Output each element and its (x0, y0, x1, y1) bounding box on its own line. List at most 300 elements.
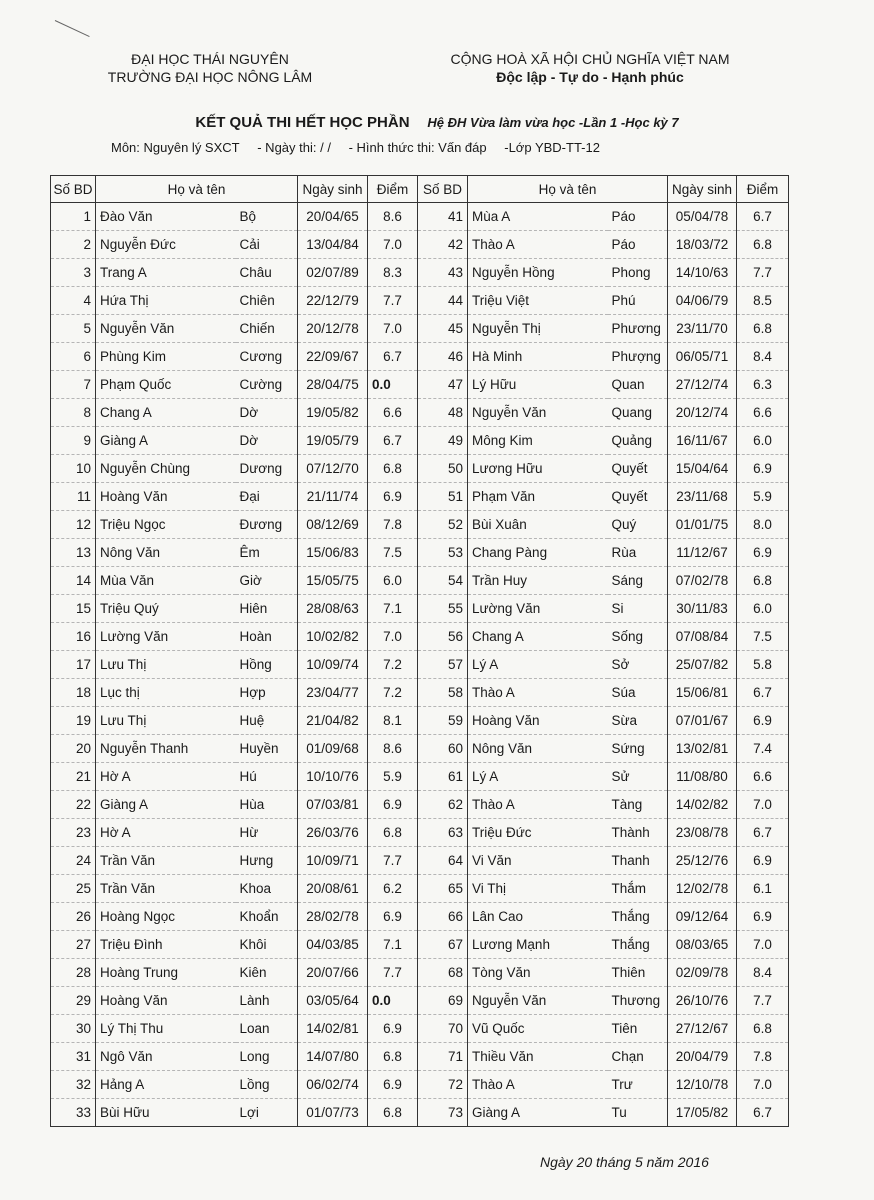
cell-ten-left: Hừ (236, 819, 298, 847)
cell-ngay-sinh-right: 15/04/64 (668, 455, 737, 483)
cell-ten-left: Khoẩn (236, 903, 298, 931)
cell-diem-left: 6.6 (368, 399, 418, 427)
cell-ten-right: Rùa (608, 539, 668, 567)
cell-ho-dem-right: Vi Văn (468, 847, 608, 875)
cell-diem-right: 6.8 (737, 231, 789, 259)
cell-ho-dem-left: Lý Thị Thu (96, 1015, 236, 1043)
cell-diem-right: 7.0 (737, 931, 789, 959)
cell-diem-right: 6.7 (737, 1099, 789, 1127)
header-so-bd-right: Số BD (418, 176, 468, 203)
cell-ten-left: Chiến (236, 315, 298, 343)
cell-ten-right: Páo (608, 203, 668, 231)
cell-ho-dem-right: Lý A (468, 763, 608, 791)
cell-ten-right: Tu (608, 1099, 668, 1127)
cell-ho-dem-right: Triệu Việt (468, 287, 608, 315)
footer-date: Ngày 20 tháng 5 năm 2016 (540, 1154, 709, 1170)
cell-ho-dem-left: Nguyễn Chùng (96, 455, 236, 483)
cell-ten-right: Thiên (608, 959, 668, 987)
cell-ten-right: Thương (608, 987, 668, 1015)
cell-so-bd-right: 66 (418, 903, 468, 931)
cell-diem-left: 8.1 (368, 707, 418, 735)
cell-ngay-sinh-right: 27/12/74 (668, 371, 737, 399)
cell-ho-dem-right: Nguyễn Văn (468, 987, 608, 1015)
cell-diem-right: 6.8 (737, 1015, 789, 1043)
table-row (51, 315, 789, 343)
cell-diem-right: 6.0 (737, 427, 789, 455)
cell-ten-left: Huệ (236, 707, 298, 735)
cell-ho-dem-left: Lưu Thị (96, 651, 236, 679)
cell-ten-right: Chạn (608, 1043, 668, 1071)
cell-so-bd-left: 19 (51, 707, 96, 735)
cell-so-bd-right: 49 (418, 427, 468, 455)
cell-diem-right: 5.8 (737, 651, 789, 679)
cell-so-bd-left: 14 (51, 567, 96, 595)
cell-diem-left: 6.8 (368, 819, 418, 847)
cell-so-bd-left: 11 (51, 483, 96, 511)
cell-ten-left: Khoa (236, 875, 298, 903)
cell-ngay-sinh-right: 23/11/68 (668, 483, 737, 511)
cell-ten-left: Đại (236, 483, 298, 511)
cell-ho-dem-right: Trần Huy (468, 567, 608, 595)
cell-ten-left: Bộ (236, 203, 298, 231)
cell-ho-dem-left: Giàng A (96, 791, 236, 819)
cell-ngay-sinh-right: 04/06/79 (668, 287, 737, 315)
cell-ngay-sinh-left: 10/09/74 (298, 651, 368, 679)
cell-ho-dem-left: Lường Văn (96, 623, 236, 651)
cell-diem-left: 0.0 (368, 987, 418, 1015)
cell-ten-right: Quyết (608, 455, 668, 483)
table-body (51, 203, 789, 1127)
cell-ten-left: Giờ (236, 567, 298, 595)
cell-so-bd-left: 2 (51, 231, 96, 259)
cell-ngay-sinh-right: 07/02/78 (668, 567, 737, 595)
cell-ngay-sinh-left: 20/12/78 (298, 315, 368, 343)
cell-ten-left: Êm (236, 539, 298, 567)
cell-so-bd-right: 46 (418, 343, 468, 371)
cell-so-bd-right: 51 (418, 483, 468, 511)
cell-diem-left: 6.8 (368, 455, 418, 483)
cell-so-bd-right: 61 (418, 763, 468, 791)
cell-so-bd-left: 30 (51, 1015, 96, 1043)
cell-so-bd-left: 33 (51, 1099, 96, 1127)
cell-diem-right: 6.0 (737, 595, 789, 623)
cell-so-bd-right: 48 (418, 399, 468, 427)
cell-ho-dem-left: Giàng A (96, 427, 236, 455)
exam-meta (111, 140, 614, 155)
cell-so-bd-right: 68 (418, 959, 468, 987)
cell-so-bd-right: 43 (418, 259, 468, 287)
cell-diem-right: 8.0 (737, 511, 789, 539)
cell-ho-dem-right: Nguyễn Thị (468, 315, 608, 343)
cell-ten-right: Sở (608, 651, 668, 679)
cell-ho-dem-right: Lân Cao (468, 903, 608, 931)
cell-ngay-sinh-left: 26/03/76 (298, 819, 368, 847)
cell-diem-right: 6.9 (737, 903, 789, 931)
table-row (51, 651, 789, 679)
cell-so-bd-right: 47 (418, 371, 468, 399)
cell-ho-dem-right: Tòng Văn (468, 959, 608, 987)
cell-ten-right: Páo (608, 231, 668, 259)
cell-ngay-sinh-right: 02/09/78 (668, 959, 737, 987)
cell-ho-dem-left: Nguyễn Thanh (96, 735, 236, 763)
cell-ngay-sinh-left: 02/07/89 (298, 259, 368, 287)
cell-so-bd-left: 18 (51, 679, 96, 707)
cell-ho-dem-left: Trần Văn (96, 847, 236, 875)
cell-ten-right: Quảng (608, 427, 668, 455)
cell-diem-right: 6.9 (737, 707, 789, 735)
table-row (51, 1015, 789, 1043)
cell-ngay-sinh-right: 13/02/81 (668, 735, 737, 763)
cell-ho-dem-left: Nguyễn Đức (96, 231, 236, 259)
cell-ngay-sinh-right: 05/04/78 (668, 203, 737, 231)
cell-ngay-sinh-left: 03/05/64 (298, 987, 368, 1015)
cell-so-bd-right: 57 (418, 651, 468, 679)
cell-diem-right: 6.3 (737, 371, 789, 399)
cell-ten-left: Hồng (236, 651, 298, 679)
cell-diem-left: 7.1 (368, 931, 418, 959)
cell-ho-dem-left: Triệu Đình (96, 931, 236, 959)
cell-ten-right: Trư (608, 1071, 668, 1099)
cell-ho-dem-left: Trần Văn (96, 875, 236, 903)
cell-ten-left: Hoàn (236, 623, 298, 651)
cell-ngay-sinh-right: 12/10/78 (668, 1071, 737, 1099)
header-name-left: Họ và tên (96, 176, 298, 203)
cell-diem-right: 7.7 (737, 259, 789, 287)
cell-so-bd-right: 42 (418, 231, 468, 259)
cell-so-bd-left: 7 (51, 371, 96, 399)
cell-ngay-sinh-right: 16/11/67 (668, 427, 737, 455)
cell-so-bd-right: 67 (418, 931, 468, 959)
cell-ngay-sinh-left: 19/05/79 (298, 427, 368, 455)
cell-ngay-sinh-left: 22/09/67 (298, 343, 368, 371)
cell-ten-left: Châu (236, 259, 298, 287)
cell-ten-right: Quyết (608, 483, 668, 511)
cell-ngay-sinh-right: 23/11/70 (668, 315, 737, 343)
cell-diem-right: 8.5 (737, 287, 789, 315)
cell-ten-right: Phương (608, 315, 668, 343)
table-row (51, 427, 789, 455)
cell-ngay-sinh-left: 10/09/71 (298, 847, 368, 875)
cell-ho-dem-left: Nguyễn Văn (96, 315, 236, 343)
cell-ten-right: Si (608, 595, 668, 623)
cell-ho-dem-right: Nguyễn Hồng (468, 259, 608, 287)
cell-ho-dem-right: Thào A (468, 231, 608, 259)
table-row (51, 791, 789, 819)
cell-diem-right: 6.7 (737, 819, 789, 847)
cell-ngay-sinh-left: 15/06/83 (298, 539, 368, 567)
cell-ten-right: Quan (608, 371, 668, 399)
cell-ten-left: Kiên (236, 959, 298, 987)
cell-diem-left: 5.9 (368, 763, 418, 791)
cell-diem-right: 7.8 (737, 1043, 789, 1071)
cell-ho-dem-right: Triệu Đức (468, 819, 608, 847)
cell-ngay-sinh-left: 08/12/69 (298, 511, 368, 539)
cell-ho-dem-right: Hà Minh (468, 343, 608, 371)
cell-so-bd-right: 72 (418, 1071, 468, 1099)
cell-ho-dem-left: Trang A (96, 259, 236, 287)
meta-exam-date: - Ngày thi: / / (257, 140, 331, 155)
header-dob-left: Ngày sinh (298, 176, 368, 203)
cell-ho-dem-right: Chang A (468, 623, 608, 651)
cell-diem-left: 7.0 (368, 623, 418, 651)
table-row (51, 203, 789, 231)
cell-diem-left: 8.6 (368, 735, 418, 763)
national-motto: Độc lập - Tự do - Hạnh phúc (496, 69, 684, 85)
cell-ho-dem-left: Lục thị (96, 679, 236, 707)
cell-diem-left: 6.2 (368, 875, 418, 903)
table-row (51, 1043, 789, 1071)
cell-so-bd-right: 64 (418, 847, 468, 875)
cell-ngay-sinh-right: 07/08/84 (668, 623, 737, 651)
cell-ten-right: Phong (608, 259, 668, 287)
table-row (51, 455, 789, 483)
cell-ho-dem-right: Thào A (468, 679, 608, 707)
cell-ten-right: Tàng (608, 791, 668, 819)
cell-ho-dem-left: Hờ A (96, 763, 236, 791)
cell-ngay-sinh-left: 14/02/81 (298, 1015, 368, 1043)
cell-ho-dem-right: Lý A (468, 651, 608, 679)
cell-so-bd-left: 15 (51, 595, 96, 623)
cell-ngay-sinh-right: 11/12/67 (668, 539, 737, 567)
cell-ngay-sinh-right: 20/12/74 (668, 399, 737, 427)
cell-so-bd-left: 20 (51, 735, 96, 763)
cell-so-bd-left: 10 (51, 455, 96, 483)
national-header (430, 50, 750, 86)
cell-ten-left: Đương (236, 511, 298, 539)
table-row (51, 371, 789, 399)
cell-ngay-sinh-left: 28/04/75 (298, 371, 368, 399)
table-row (51, 847, 789, 875)
cell-ngay-sinh-left: 07/03/81 (298, 791, 368, 819)
cell-diem-left: 8.3 (368, 259, 418, 287)
cell-so-bd-left: 31 (51, 1043, 96, 1071)
table-row (51, 567, 789, 595)
cell-ngay-sinh-right: 01/01/75 (668, 511, 737, 539)
cell-diem-left: 6.0 (368, 567, 418, 595)
cell-diem-left: 7.7 (368, 959, 418, 987)
cell-ngay-sinh-left: 01/09/68 (298, 735, 368, 763)
table-row (51, 595, 789, 623)
cell-ho-dem-right: Lương Mạnh (468, 931, 608, 959)
cell-ngay-sinh-right: 09/12/64 (668, 903, 737, 931)
cell-so-bd-left: 3 (51, 259, 96, 287)
cell-diem-right: 6.8 (737, 567, 789, 595)
cell-diem-right: 6.8 (737, 315, 789, 343)
cell-ho-dem-left: Hảng A (96, 1071, 236, 1099)
cell-ho-dem-right: Nguyễn Văn (468, 399, 608, 427)
header-score-right: Điểm (737, 176, 789, 203)
cell-so-bd-left: 21 (51, 763, 96, 791)
cell-so-bd-left: 9 (51, 427, 96, 455)
cell-so-bd-left: 17 (51, 651, 96, 679)
cell-ten-right: Sử (608, 763, 668, 791)
cell-diem-left: 6.8 (368, 1099, 418, 1127)
cell-diem-right: 6.1 (737, 875, 789, 903)
cell-so-bd-left: 16 (51, 623, 96, 651)
cell-diem-left: 6.7 (368, 343, 418, 371)
cell-so-bd-right: 54 (418, 567, 468, 595)
header-score-left: Điểm (368, 176, 418, 203)
header-dob-right: Ngày sinh (668, 176, 737, 203)
cell-ho-dem-left: Hoàng Văn (96, 483, 236, 511)
cell-ho-dem-left: Chang A (96, 399, 236, 427)
cell-ten-right: Tiên (608, 1015, 668, 1043)
document-title (0, 114, 874, 131)
table-row (51, 1099, 789, 1127)
cell-ho-dem-left: Nông Văn (96, 539, 236, 567)
cell-ngay-sinh-left: 10/02/82 (298, 623, 368, 651)
table-row (51, 483, 789, 511)
title-sub: Hệ ĐH Vừa làm vừa học -Lần 1 -Học kỳ 7 (427, 115, 679, 130)
cell-diem-left: 7.7 (368, 287, 418, 315)
cell-diem-right: 7.0 (737, 791, 789, 819)
institution-header (70, 50, 350, 86)
cell-so-bd-left: 1 (51, 203, 96, 231)
cell-diem-left: 7.0 (368, 231, 418, 259)
cell-diem-left: 0.0 (368, 371, 418, 399)
cell-diem-left: 6.9 (368, 1071, 418, 1099)
cell-ten-left: Dương (236, 455, 298, 483)
cell-diem-left: 7.5 (368, 539, 418, 567)
table-row (51, 819, 789, 847)
cell-so-bd-right: 53 (418, 539, 468, 567)
cell-ho-dem-left: Hờ A (96, 819, 236, 847)
cell-ho-dem-right: Nông Văn (468, 735, 608, 763)
table-row (51, 931, 789, 959)
table-row (51, 511, 789, 539)
cell-ten-left: Hùa (236, 791, 298, 819)
cell-so-bd-right: 62 (418, 791, 468, 819)
cell-so-bd-left: 12 (51, 511, 96, 539)
national-title: CỘNG HOÀ XÃ HỘI CHỦ NGHĨA VIỆT NAM (450, 51, 730, 67)
cell-ten-right: Quang (608, 399, 668, 427)
cell-ten-right: Thanh (608, 847, 668, 875)
cell-ho-dem-right: Lý Hữu (468, 371, 608, 399)
cell-ho-dem-left: Triệu Ngọc (96, 511, 236, 539)
cell-ten-left: Chiên (236, 287, 298, 315)
table-row (51, 679, 789, 707)
cell-ngay-sinh-right: 15/06/81 (668, 679, 737, 707)
meta-subject: Môn: Nguyên lý SXCT (111, 140, 240, 155)
cell-ten-right: Sống (608, 623, 668, 651)
cell-ngay-sinh-right: 18/03/72 (668, 231, 737, 259)
cell-ho-dem-right: Hoàng Văn (468, 707, 608, 735)
cell-so-bd-right: 56 (418, 623, 468, 651)
cell-ngay-sinh-right: 14/02/82 (668, 791, 737, 819)
cell-ho-dem-left: Phạm Quốc (96, 371, 236, 399)
cell-diem-right: 7.4 (737, 735, 789, 763)
cell-ngay-sinh-right: 14/10/63 (668, 259, 737, 287)
university-name: ĐẠI HỌC THÁI NGUYÊN (131, 51, 289, 67)
cell-ngay-sinh-left: 28/02/78 (298, 903, 368, 931)
cell-ngay-sinh-left: 28/08/63 (298, 595, 368, 623)
cell-diem-left: 7.1 (368, 595, 418, 623)
cell-ten-left: Hợp (236, 679, 298, 707)
cell-ngay-sinh-left: 19/05/82 (298, 399, 368, 427)
cell-ho-dem-right: Thào A (468, 1071, 608, 1099)
cell-ten-right: Thắng (608, 903, 668, 931)
cell-ngay-sinh-left: 01/07/73 (298, 1099, 368, 1127)
cell-ten-right: Súa (608, 679, 668, 707)
table-row (51, 287, 789, 315)
header-so-bd-left: Số BD (51, 176, 96, 203)
cell-ho-dem-right: Chang Pàng (468, 539, 608, 567)
cell-diem-left: 7.0 (368, 315, 418, 343)
cell-diem-right: 8.4 (737, 959, 789, 987)
cell-ten-left: Loan (236, 1015, 298, 1043)
table-row (51, 959, 789, 987)
cell-ten-right: Sừa (608, 707, 668, 735)
cell-ho-dem-left: Đào Văn (96, 203, 236, 231)
cell-ho-dem-left: Phùng Kim (96, 343, 236, 371)
cell-ngay-sinh-left: 21/11/74 (298, 483, 368, 511)
table-row (51, 875, 789, 903)
cell-so-bd-right: 59 (418, 707, 468, 735)
cell-ten-left: Dờ (236, 399, 298, 427)
cell-ngay-sinh-left: 20/07/66 (298, 959, 368, 987)
cell-diem-right: 7.0 (737, 1071, 789, 1099)
cell-ngay-sinh-right: 26/10/76 (668, 987, 737, 1015)
cell-so-bd-left: 27 (51, 931, 96, 959)
school-name: TRƯỜNG ĐẠI HỌC NÔNG LÂM (107, 69, 313, 85)
cell-ho-dem-right: Phạm Văn (468, 483, 608, 511)
table-row (51, 735, 789, 763)
cell-diem-right: 6.9 (737, 539, 789, 567)
cell-ho-dem-right: Bùi Xuân (468, 511, 608, 539)
header-name-right: Họ và tên (468, 176, 668, 203)
cell-ho-dem-right: Lường Văn (468, 595, 608, 623)
cell-so-bd-right: 58 (418, 679, 468, 707)
cell-ngay-sinh-right: 30/11/83 (668, 595, 737, 623)
title-main: KẾT QUẢ THI HẾT HỌC PHẦN (195, 114, 410, 131)
cell-ho-dem-right: Thiều Văn (468, 1043, 608, 1071)
cell-ho-dem-right: Lương Hữu (468, 455, 608, 483)
cell-ngay-sinh-left: 07/12/70 (298, 455, 368, 483)
cell-ngay-sinh-right: 25/07/82 (668, 651, 737, 679)
scan-mark (55, 20, 90, 37)
cell-ngay-sinh-right: 11/08/80 (668, 763, 737, 791)
cell-ho-dem-left: Ngô Văn (96, 1043, 236, 1071)
cell-diem-left: 7.2 (368, 679, 418, 707)
cell-ten-left: Lợi (236, 1099, 298, 1127)
cell-ten-left: Lồng (236, 1071, 298, 1099)
cell-ngay-sinh-left: 20/04/65 (298, 203, 368, 231)
table-row (51, 539, 789, 567)
cell-ten-right: Sáng (608, 567, 668, 595)
cell-ho-dem-right: Mùa A (468, 203, 608, 231)
cell-diem-left: 6.9 (368, 791, 418, 819)
cell-so-bd-right: 45 (418, 315, 468, 343)
cell-ten-right: Phượng (608, 343, 668, 371)
cell-so-bd-left: 28 (51, 959, 96, 987)
cell-so-bd-right: 60 (418, 735, 468, 763)
cell-so-bd-right: 41 (418, 203, 468, 231)
cell-diem-left: 6.9 (368, 903, 418, 931)
cell-ngay-sinh-left: 20/08/61 (298, 875, 368, 903)
cell-diem-left: 6.9 (368, 1015, 418, 1043)
cell-so-bd-right: 73 (418, 1099, 468, 1127)
cell-ngay-sinh-right: 07/01/67 (668, 707, 737, 735)
cell-ho-dem-left: Mùa Văn (96, 567, 236, 595)
cell-so-bd-left: 26 (51, 903, 96, 931)
table-row (51, 707, 789, 735)
cell-ten-left: Hú (236, 763, 298, 791)
cell-so-bd-right: 71 (418, 1043, 468, 1071)
cell-ngay-sinh-left: 23/04/77 (298, 679, 368, 707)
cell-diem-right: 7.7 (737, 987, 789, 1015)
cell-diem-right: 6.7 (737, 203, 789, 231)
cell-so-bd-left: 25 (51, 875, 96, 903)
